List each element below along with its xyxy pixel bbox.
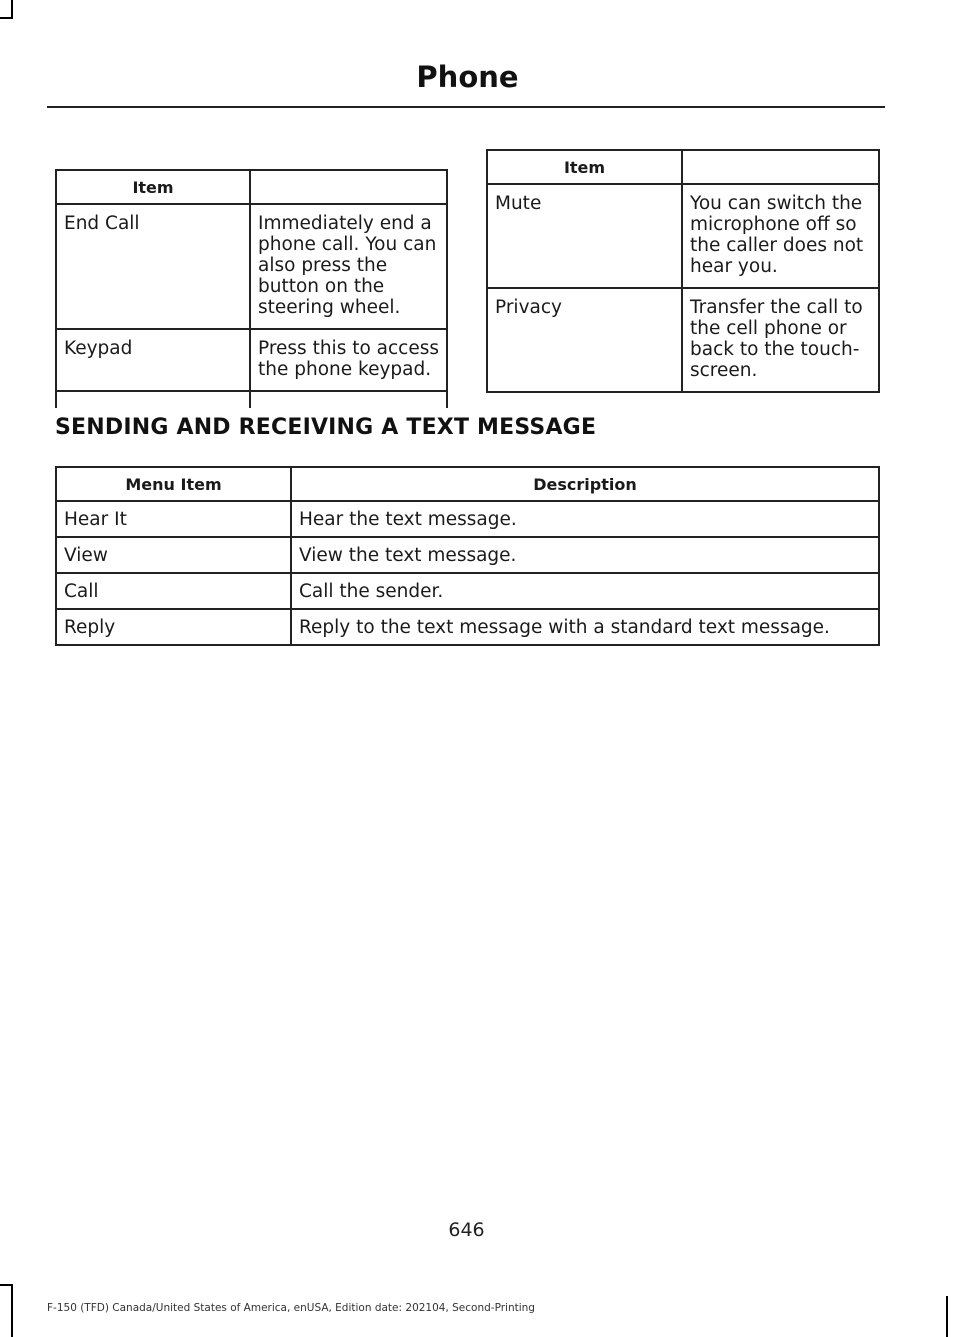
item-label: Mute	[495, 193, 542, 214]
empty-cell	[250, 391, 447, 408]
table-row	[487, 184, 879, 288]
column-header-item: Item	[56, 170, 250, 204]
item-cell	[56, 573, 291, 609]
item-cell	[56, 537, 291, 573]
item-label: Call	[64, 581, 99, 602]
page-title: Phone	[416, 60, 519, 94]
item-label: Keypad	[64, 338, 133, 359]
item-cell	[56, 501, 291, 537]
column-header-item: Item	[487, 150, 682, 184]
table-row	[56, 329, 447, 391]
header-divider	[47, 106, 885, 108]
item-description: Immediately end a phone call. You can also press the button on the steering wheel.	[258, 213, 437, 318]
table-row	[56, 204, 447, 329]
description-cell	[250, 204, 447, 329]
column-header-description: Description	[291, 467, 879, 501]
table-row	[56, 573, 879, 609]
section-heading: SENDING AND RECEIVING A TEXT MESSAGE	[55, 415, 597, 440]
item-label: End Call	[64, 213, 140, 234]
description-cell	[250, 329, 447, 391]
item-label: Privacy	[495, 297, 562, 318]
item-label: Reply	[64, 617, 116, 638]
crop-mark	[11, 1284, 13, 1337]
item-description: View the text message.	[299, 545, 517, 566]
item-cell	[56, 329, 250, 391]
item-description: Hear the text message.	[299, 509, 517, 530]
item-cell	[56, 609, 291, 645]
description-cell	[291, 537, 879, 573]
item-cell	[487, 288, 682, 392]
table-row	[487, 288, 879, 392]
edition-footer: F-150 (TFD) Canada/United States of America, enUSA, Edition date: 202104, Second-Printing	[47, 1302, 535, 1314]
column-header-description	[682, 150, 879, 184]
crop-mark	[946, 1296, 948, 1337]
item-cell	[56, 204, 250, 329]
empty-cell	[56, 391, 250, 408]
description-cell	[291, 501, 879, 537]
description-cell	[682, 288, 879, 392]
table-continuation-row	[56, 391, 447, 408]
crop-mark	[0, 1284, 13, 1286]
item-description: Press this to access the phone keypad.	[258, 338, 439, 380]
table-header-row	[487, 150, 879, 184]
text-message-table	[55, 466, 880, 646]
phone-options-table-left	[55, 169, 448, 408]
item-description: Reply to the text message with a standard text message.	[299, 617, 830, 638]
phone-options-table-right	[486, 149, 880, 393]
item-description: You can switch the microphone off so the caller does not hear you.	[690, 193, 864, 277]
description-cell	[291, 573, 879, 609]
item-label: View	[64, 545, 108, 566]
crop-mark	[11, 0, 13, 18]
table-row	[56, 501, 879, 537]
column-header-menu-item: Menu Item	[56, 467, 291, 501]
column-header-description	[250, 170, 447, 204]
item-cell	[487, 184, 682, 288]
item-description: Call the sender.	[299, 581, 444, 602]
item-label: Hear It	[64, 509, 127, 530]
description-cell	[682, 184, 879, 288]
item-description: Transfer the call to the cell phone or back to the touch-screen.	[690, 297, 863, 381]
table-row	[56, 609, 879, 645]
crop-mark	[0, 17, 13, 19]
description-cell	[291, 609, 879, 645]
table-header-row	[56, 467, 879, 501]
table-row	[56, 537, 879, 573]
table-header-row	[56, 170, 447, 204]
page-number: 646	[448, 1219, 485, 1241]
